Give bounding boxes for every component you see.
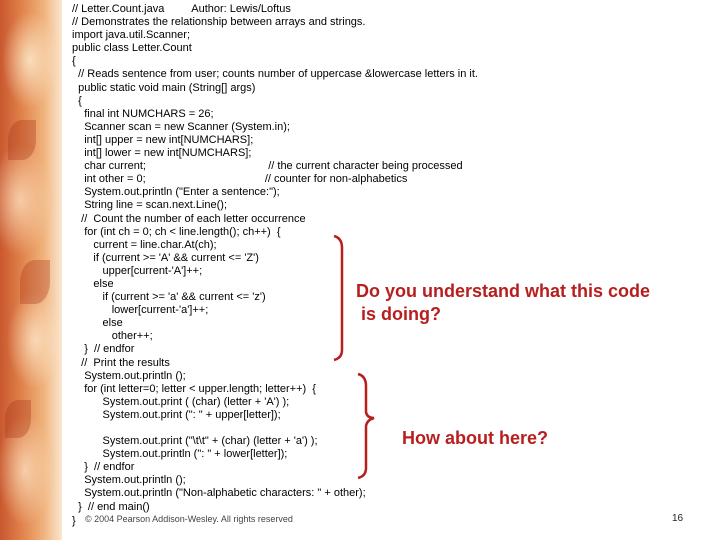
- code-line: final int NUMCHARS = 26;: [84, 107, 214, 120]
- code-line: System.out.print (": " + upper[letter]);: [102, 408, 281, 421]
- code-line: lower[current-'a']++;: [111, 304, 209, 317]
- code-line: } // end main(): [72, 500, 150, 513]
- code-line: System.out.println ();: [84, 474, 186, 487]
- code-line: {: [72, 55, 76, 68]
- code-line: if (current >= 'a' && current <= 'z'): [102, 291, 266, 304]
- bracket-2: [354, 370, 384, 480]
- code-line: char current; // the current character being processed: [84, 160, 463, 173]
- code-line: System.out.println ();: [84, 369, 186, 382]
- code-line: int[] upper = new int[NUMCHARS];: [84, 133, 254, 146]
- code-line: // Print the results: [81, 356, 170, 369]
- code-line: System.out.println ("Non-alphabetic characters: " + other);: [84, 487, 366, 500]
- code-line: other++;: [111, 330, 153, 343]
- code-line: // Reads sentence from user; counts number of uppercase &lowercase letters in it.: [78, 68, 478, 81]
- code-line: {: [78, 94, 82, 107]
- code-line: else: [93, 277, 114, 290]
- copyright-footer: © 2004 Pearson Addison-Wesley. All rights reserved: [85, 514, 293, 524]
- code-line: import java.util.Scanner;: [72, 29, 190, 42]
- code-line: int[] lower = new int[NUMCHARS];: [84, 147, 252, 160]
- code-line: System.out.print ("\t\t" + (char) (letter + 'a') );: [102, 435, 318, 448]
- decorative-sidebar: [0, 0, 62, 540]
- code-line: public static void main (String[] args): [78, 81, 256, 94]
- code-line: String line = scan.next.Line();: [84, 199, 227, 212]
- code-line: Scanner scan = new Scanner (System.in);: [84, 120, 290, 133]
- code-line: for (int ch = 0; ch < line.length(); ch++) {: [84, 225, 281, 238]
- code-line: else: [102, 317, 123, 330]
- code-line: System.out.println (": " + lower[letter]);: [102, 448, 288, 461]
- code-line: // Letter.Count.java Author: Lewis/Loftus: [72, 3, 291, 15]
- code-line: current = line.char.At(ch);: [93, 238, 217, 251]
- closing-brace: }: [72, 515, 76, 527]
- question-understand: Do you understand what this code is doing?: [356, 281, 651, 324]
- code-line: int other = 0; // counter for non-alphabetics: [84, 173, 408, 186]
- question-how-about: How about here?: [402, 428, 549, 448]
- code-line: // Count the number of each letter occurrence: [81, 212, 306, 225]
- code-line: if (current >= 'A' && current <= 'Z'): [93, 251, 259, 264]
- code-line: // Demonstrates the relationship between arrays and strings.: [72, 16, 366, 29]
- code-line: } // endfor: [84, 461, 135, 474]
- code-line: for (int letter=0; letter < upper.length; letter++) {: [84, 382, 316, 395]
- code-line: upper[current-'A']++;: [102, 264, 203, 277]
- code-line: } // endfor: [84, 343, 135, 356]
- code-line: System.out.println ("Enter a sentence:");: [84, 186, 280, 199]
- page-number: 16: [672, 513, 684, 524]
- code-line: System.out.print ( (char) (letter + 'A') );: [102, 395, 290, 408]
- code-line: public class Letter.Count: [72, 42, 192, 55]
